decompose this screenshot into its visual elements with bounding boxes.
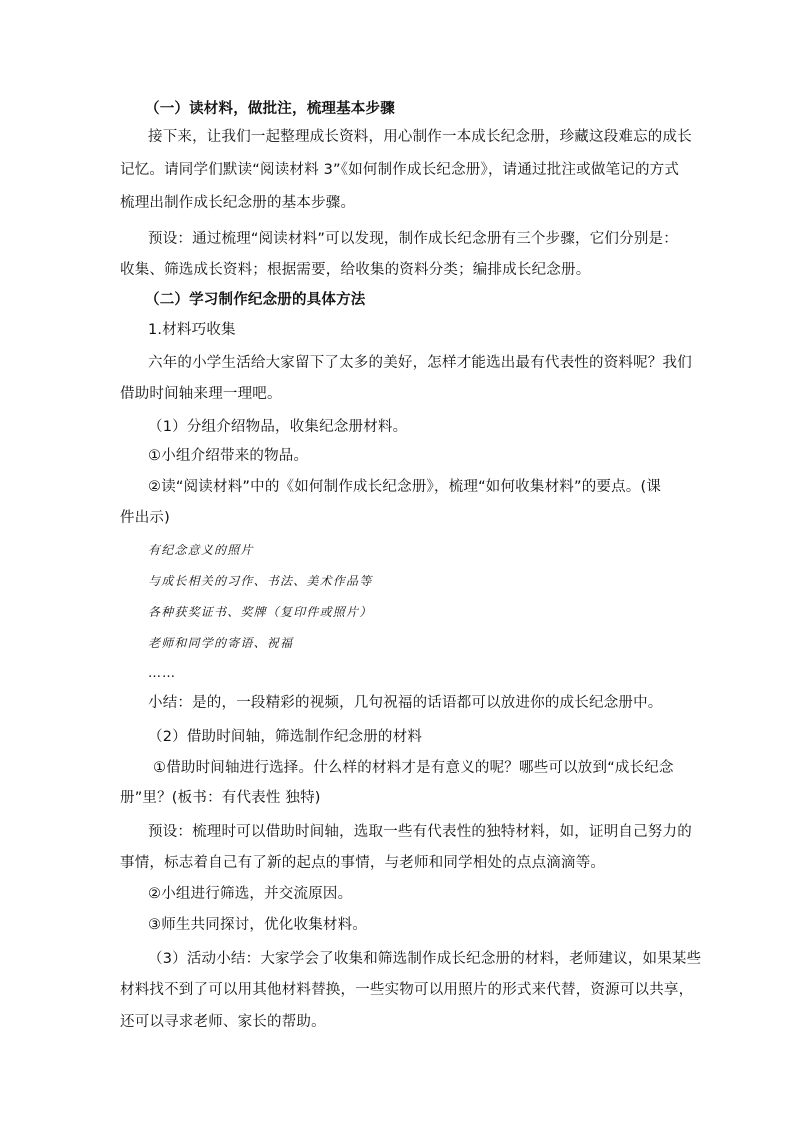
courseware-list-item: 各种获奖证书、奖牌（复印件或照片）	[148, 605, 373, 619]
step2-item-c: ③师生共同探讨，优化收集材料。	[148, 917, 367, 933]
step2-preset-line-1: 预设：梳理时可以借助时间轴，选取一些有代表性的独特材料，如，证明自己努力的	[148, 824, 692, 840]
section2-heading: （二）学习制作纪念册的具体方法	[145, 292, 366, 308]
step2-title: （2）借助时间轴，筛选制作纪念册的材料	[148, 729, 423, 745]
step1-item-a: ①小组介绍带来的物品。	[148, 448, 309, 464]
step2-item-a-line-2: 册”里？(板书：有代表性 独特)	[120, 790, 321, 806]
step3-line-2: 材料找不到了可以用其他材料替换，一些实物可以用照片的形式来代替，资源可以共享，	[120, 982, 694, 998]
courseware-list-item: 老师和同学的寄语、祝福	[148, 636, 294, 650]
step2-item-b: ②小组进行筛选，并交流原因。	[148, 886, 353, 902]
section1-paragraph-line-2: 记忆。请同学们默读“阅读材料 3”《如何制作成长纪念册》，请通过批注或做笔记的方式	[120, 162, 680, 178]
subsection-1-title: 1.材料巧收集	[148, 322, 236, 338]
subsection-1-intro-line-1: 六年的小学生活给大家留下了太多的美好，怎样才能选出最有代表性的资料呢？我们	[148, 355, 692, 371]
step3-line-3: 还可以寻求老师、家长的帮助。	[120, 1014, 326, 1030]
step3-line-1: （3）活动小结：大家学会了收集和筛选制作成长纪念册的材料，老师建议，如果某些	[148, 951, 702, 967]
section1-heading: （一）读材料，做批注，梳理基本步骤	[145, 101, 395, 117]
summary-1: 小结：是的，一段精彩的视频，几句祝福的话语都可以放进你的成长纪念册中。	[148, 695, 663, 711]
step1-item-b-line-2: 件出示)	[120, 510, 170, 526]
step1-item-b-line-1: ②读“阅读材料”中的《如何制作成长纪念册》，梳理“如何收集材料”的要点。(课	[148, 479, 662, 495]
step2-item-a-line-1: ①借助时间轴进行选择。什么样的材料才是有意义的呢？哪些可以放到“成长纪念	[153, 760, 674, 776]
subsection-1-intro-line-2: 借助时间轴来理一理吧。	[120, 386, 282, 402]
step1-title: （1）分组介绍物品，收集纪念册材料。	[148, 419, 408, 435]
section1-paragraph-line-1: 接下来，让我们一起整理成长资料，用心制作一本成长纪念册，珍藏这段难忘的成长	[148, 129, 692, 145]
courseware-list-ellipsis: ……	[148, 666, 176, 681]
courseware-list-item: 与成长相关的习作、书法、美术作品等	[148, 574, 373, 588]
section1-preset-line-2: 收集、筛选成长资料；根据需要，给收集的资料分类；编排成长纪念册。	[120, 262, 591, 278]
section1-paragraph-line-3: 梳理出制作成长纪念册的基本步骤。	[120, 195, 356, 211]
step2-preset-line-2: 事情，标志着自己有了新的起点的事情，与老师和同学相处的点点滴滴等。	[120, 855, 606, 871]
section1-preset-line-1: 预设：通过梳理“阅读材料”可以发现，制作成长纪念册有三个步骤，它们分别是：	[148, 231, 678, 247]
courseware-list-item: 有纪念意义的照片	[148, 543, 254, 557]
